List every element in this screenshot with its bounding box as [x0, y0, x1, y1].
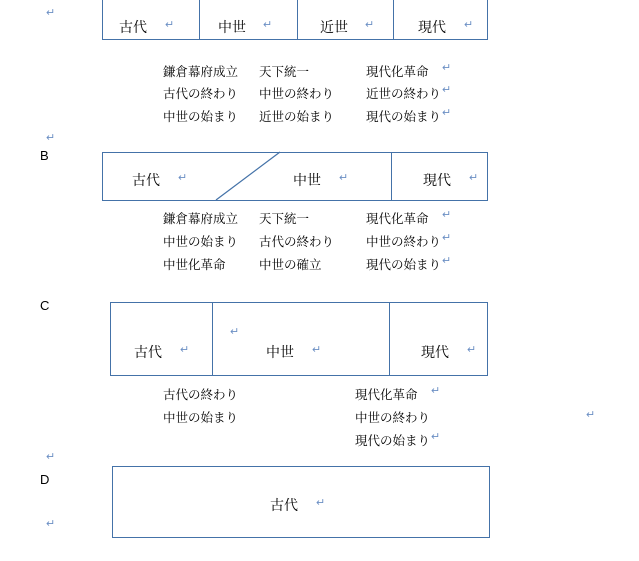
annotation-a-1-3: 現代化革命: [366, 65, 429, 79]
paragraph-mark: ↵: [263, 19, 273, 31]
table-cell-a-2: 中世: [218, 19, 246, 35]
annotation-a-2-2: 中世の終わり: [259, 87, 335, 101]
paragraph-mark: ↵: [442, 209, 452, 221]
paragraph-mark: ↵: [365, 19, 375, 31]
annotation-c-1-1: 古代の終わり: [163, 388, 239, 402]
paragraph-mark: ↵: [467, 344, 477, 356]
table-cell-a-3: 近世: [320, 19, 348, 35]
table-row-d: [112, 466, 490, 538]
paragraph-mark: ↵: [442, 255, 452, 267]
annotation-b-3-2: 中世の確立: [259, 258, 322, 272]
annotation-a-2-3: 近世の終わり: [366, 87, 442, 101]
paragraph-mark: ↵: [316, 497, 326, 509]
annotation-b-2-3: 中世の終わり: [366, 235, 442, 249]
paragraph-mark: ↵: [464, 19, 474, 31]
paragraph-mark: ↵: [442, 107, 452, 119]
annotation-c-2-1: 中世の始まり: [163, 411, 239, 425]
cell-divider: [297, 0, 298, 40]
row-label-c: C: [40, 298, 50, 313]
cell-divider: [393, 0, 394, 40]
annotation-b-3-3: 現代の始まり: [366, 258, 442, 272]
annotation-a-3-2: 近世の始まり: [259, 110, 335, 124]
annotation-b-3-1: 中世化革命: [163, 258, 226, 272]
annotation-a-3-1: 中世の始まり: [163, 110, 239, 124]
annotation-b-1-1: 鎌倉幕府成立: [163, 212, 239, 226]
table-cell-d-1: 古代: [270, 497, 298, 513]
paragraph-mark: ↵: [442, 232, 452, 244]
paragraph-mark: ↵: [180, 344, 190, 356]
table-cell-b-2: 中世: [293, 172, 321, 188]
paragraph-mark: ↵: [165, 19, 175, 31]
paragraph-mark: ↵: [230, 326, 240, 338]
annotation-c-3-2: 現代の始まり: [355, 434, 431, 448]
annotation-b-2-2: 古代の終わり: [259, 235, 335, 249]
table-cell-b-1: 古代: [132, 172, 160, 188]
paragraph-mark: ↵: [339, 172, 349, 184]
cell-divider: [212, 303, 213, 376]
table-cell-c-2: 中世: [266, 344, 294, 360]
paragraph-mark: ↵: [178, 172, 188, 184]
paragraph-mark: ↵: [442, 62, 452, 74]
row-label-d: D: [40, 472, 50, 487]
paragraph-mark: ↵: [586, 409, 596, 421]
annotation-c-1-2: 現代化革命: [355, 388, 418, 402]
annotation-a-2-1: 古代の終わり: [163, 87, 239, 101]
annotation-c-2-2: 中世の終わり: [355, 411, 431, 425]
annotation-a-1-1: 鎌倉幕府成立: [163, 65, 239, 79]
cell-divider: [199, 0, 200, 40]
table-cell-a-1: 古代: [119, 19, 147, 35]
table-row-c: [110, 302, 488, 376]
paragraph-mark: ↵: [431, 431, 441, 443]
cell-divider: [389, 303, 390, 376]
table-cell-a-4: 現代: [418, 19, 446, 35]
annotation-b-1-2: 天下統一: [259, 212, 310, 226]
annotation-a-3-3: 現代の始まり: [366, 110, 442, 124]
annotation-a-1-2: 天下統一: [259, 65, 310, 79]
paragraph-mark: ↵: [46, 451, 56, 463]
paragraph-mark: ↵: [469, 172, 479, 184]
paragraph-mark: ↵: [442, 84, 452, 96]
table-cell-b-3: 現代: [423, 172, 451, 188]
paragraph-mark: ↵: [312, 344, 322, 356]
paragraph-mark: ↵: [431, 385, 441, 397]
paragraph-mark: ↵: [46, 518, 56, 530]
row-label-b: B: [40, 148, 49, 163]
paragraph-mark: ↵: [46, 7, 56, 19]
paragraph-mark: ↵: [46, 132, 56, 144]
table-cell-c-1: 古代: [134, 344, 162, 360]
table-cell-c-3: 現代: [421, 344, 449, 360]
annotation-b-1-3: 現代化革命: [366, 212, 429, 226]
annotation-b-2-1: 中世の始まり: [163, 235, 239, 249]
